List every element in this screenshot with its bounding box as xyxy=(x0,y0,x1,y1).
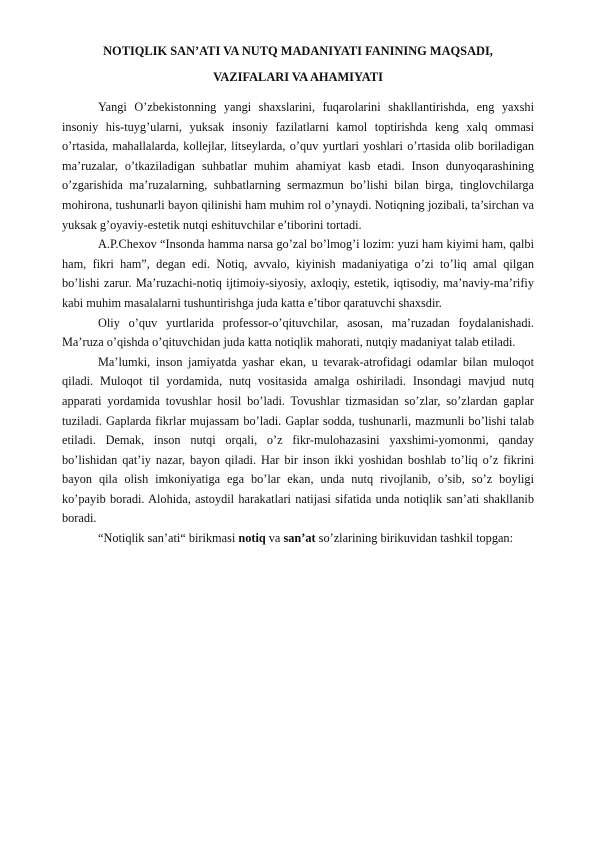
paragraph-5-end: so’zlarining birikuvidan tashkil topgan: xyxy=(315,531,513,546)
page-title xyxy=(62,38,534,90)
term-notiq: notiq xyxy=(238,531,266,546)
paragraph-5 xyxy=(62,529,534,549)
title-line-2: VAZIFALARI VA AHAMIYATI xyxy=(213,70,383,84)
paragraph-3: Oliy o’quv yurtlarida professor-o’qituvchilar, asosan, ma’ruzadan foydalanishadi. Ma’ruza o’qishda o’qituvchidan juda katta notiqlik mahorati, nutqiy madaniyat talab etiladi. xyxy=(62,315,534,350)
paragraph-2: A.P.Chexov “Insonda hamma narsa go’zal bo’lmog’i lozim: yuzi ham kiyimi ham, qalbi ham, fikri ham”, degan edi. Notiq, avvalo, kiyinish madaniyatiga o’zi to’liq amal qilgan bo’lishi zarur. Ma’ruzachi-notiq ijtimoiy-siyosiy, axloqiy, estetik, iqtisodiy, ma’naviy-ma’rifiy kabi muhim masalalarni tushuntirishga juda katta e’tibor qaratuvchi shaxsdir. xyxy=(62,237,534,310)
paragraph-1: Yangi O’zbekistonning yangi shaxslarini, fuqarolarini shakllantirishda, eng yaxshi insoniy his-tuyg’ularni, yuksak insoniy fazilatlarni kamol toptirishda keng xalq ommasi o’rtasida, mahallalarda, kollejlar, litseylarda, o’quv yurtlari yoshlari o’rtasida olib boriladigan ma’ruzalar, o’tkaziladigan suhbatlar muhim ahamiyat kasb etadi. Inson dunyoqarashining o’zgarishida ma’ruzalarning, suhbatlarning sermazmun bo’lishi bilan birga, tinglovchilarga mohirona, tushunarli bayon qilinishi ham muhim rol o’ynaydi. Notiqning jozibali, ta’sirchan va yuksak g’oyaviy-estetik nutqi eshituvchilar e’tiborini tortadi. xyxy=(62,100,534,232)
title-line-1: NOTIQLIK SAN’ATI VA NUTQ MADANIYATI FANINING MAQSADI, xyxy=(103,44,493,58)
term-sanat: san’at xyxy=(283,531,316,546)
paragraph-5-start: “Notiqlik san’ati“ birikmasi xyxy=(98,531,239,546)
paragraph-4: Ma’lumki, inson jamiyatda yashar ekan, u tevarak-atrofidagi odamlar bilan muloqot qiladi. Muloqot til yordamida, nutq vositasida amalga oshiriladi. Insondagi mavjud nutq apparati yordamida tovushlar hosil bo’ladi. Tovushlar tizmasidan so’zlar, so’zlardan gaplar tuziladi. Gaplarda fikrlar mujassam bo’ladi. Gaplar sodda, tushunarli, mazmunli bo’lishi talab etiladi. Demak, inson nutqi orqali, o’z fikr-mulohazasini yaxshimi-yomonmi, qanday bo’lishidan qat’iy nazar, bayon qiladi. Har bir inson ikki yoshidan boshlab to’liq o’z fikrini bayon qila olish imkoniyatiga ega bo’lar ekan, unda nutq rivojlanib, o’sib, so’z boyligi ko’payib boradi. Alohida, astoydil harakatlari natijasi sifatida unda notiqlik san’ati shakllanib boradi. xyxy=(62,354,534,526)
paragraph-5-conjunction: va xyxy=(265,531,284,546)
